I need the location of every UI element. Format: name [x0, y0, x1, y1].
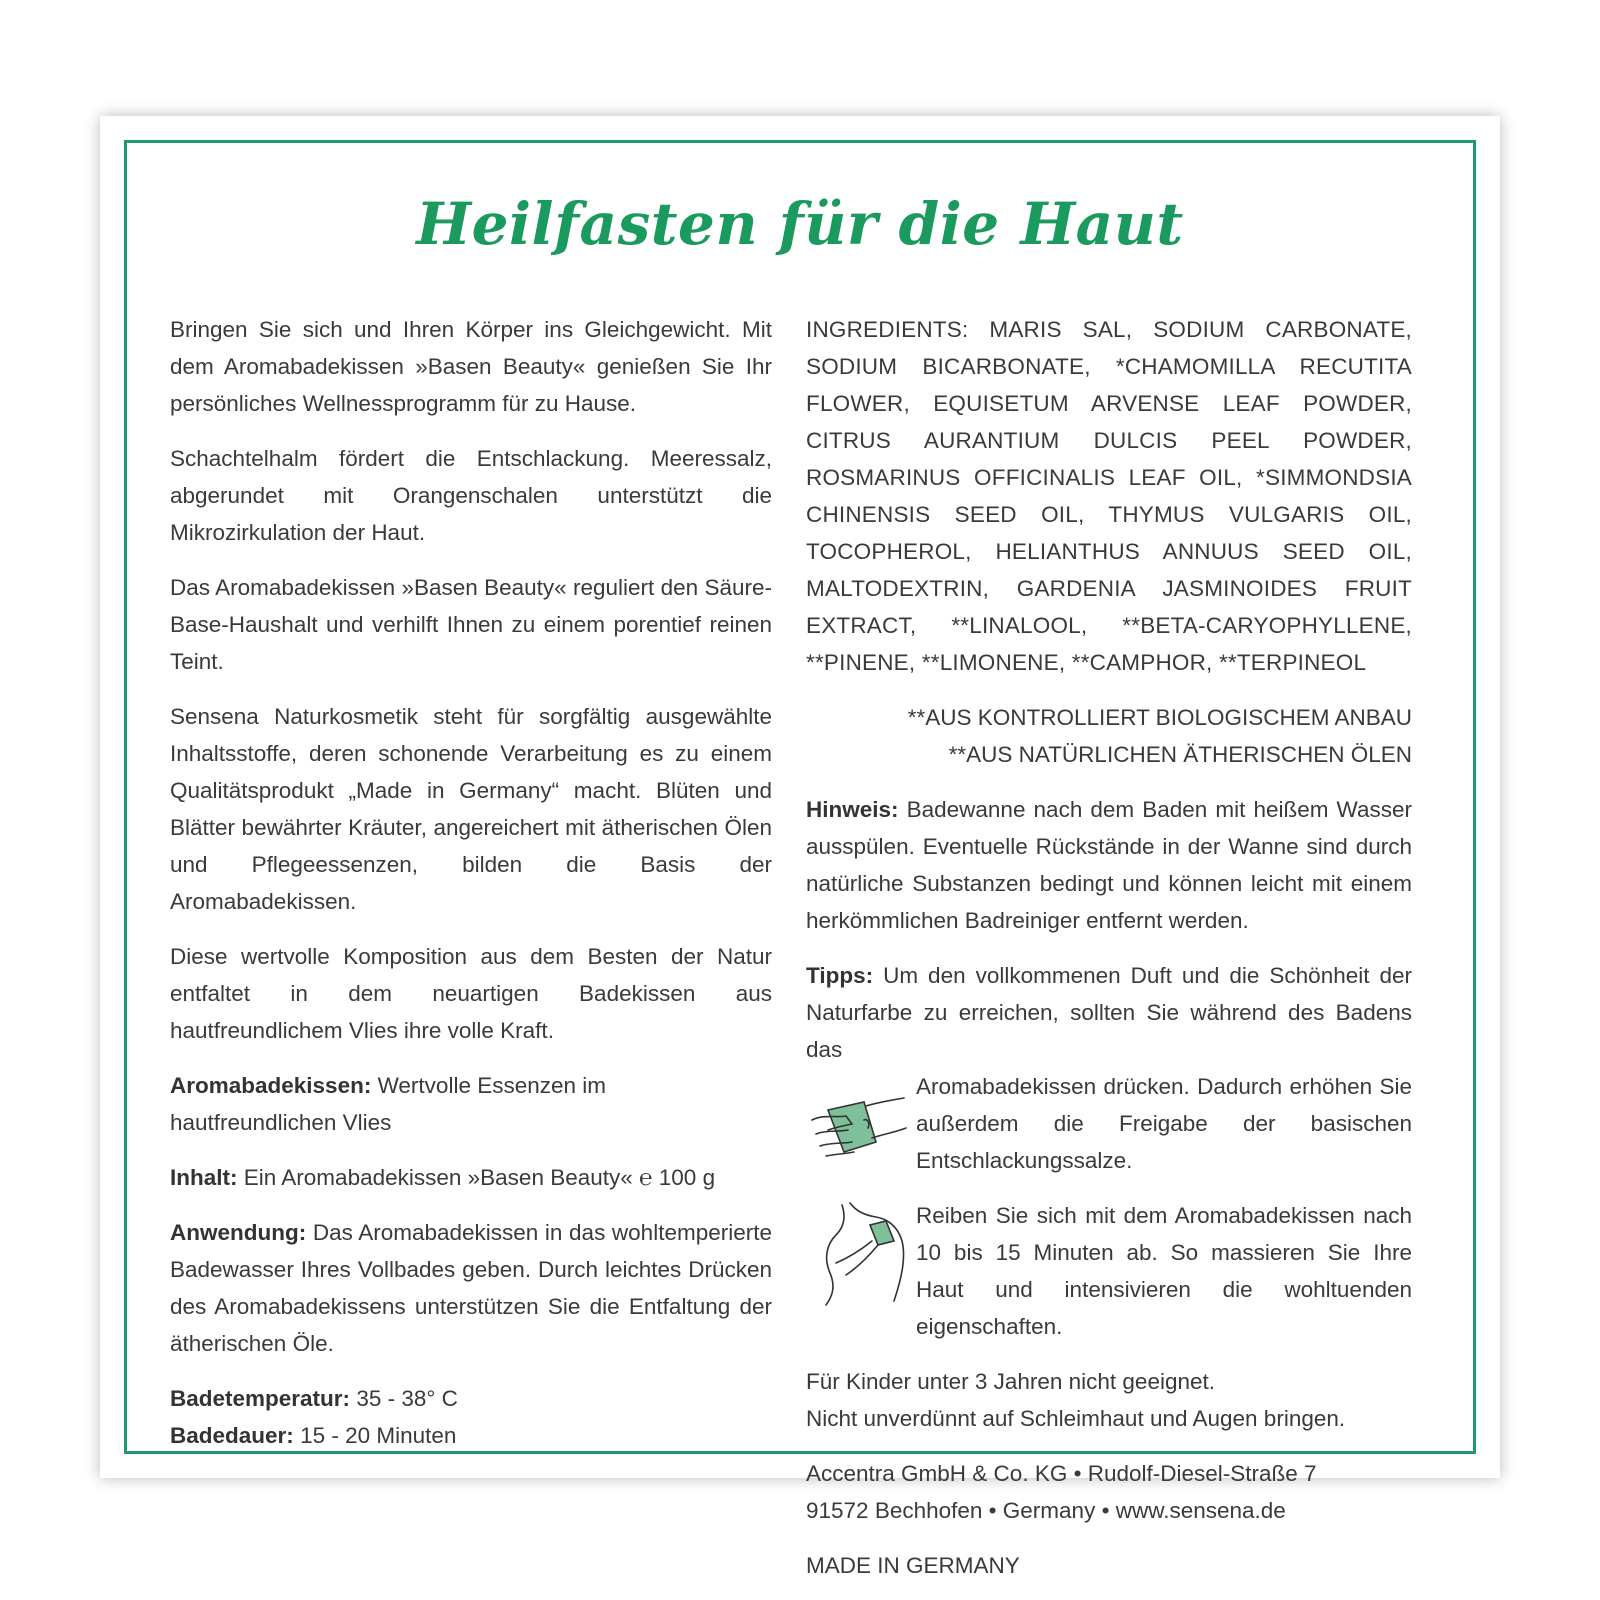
paragraph-sensena: Sensena Naturkosmetik steht für sorgfältig ausgewählte Inhaltsstoffe, deren schonende Verarbeitung es zu einem Qualitätsprodukt „Made in Germany“ macht. Blüten und Blätter bewährter Kräuter, angereichert mit ätherischen Ölen und Pflegeessenzen, bilden die Basis der Aromabadekissen. — [170, 704, 772, 914]
tipps-text-continued: Aromabadekissen drücken. Dadurch erhöhen Sie außerdem die Freigabe der basischen Entschlackungssalze. — [916, 1074, 1412, 1173]
hinweis-info — [806, 791, 1412, 939]
tipps-text: Um den vollkommenen Duft und die Schönheit der Naturfarbe zu erreichen, sollten Sie während des Badens das — [806, 963, 1412, 1062]
person-rubbing-shoulder-icon — [806, 1197, 916, 1307]
tip-rub — [806, 1197, 1412, 1345]
left-column — [170, 311, 772, 1454]
tipps-label: Tipps: — [806, 963, 874, 988]
made-in-germany: MADE IN GERMANY — [806, 1553, 1020, 1578]
footnote-oils: **AUS NATÜRLICHEN ÄTHERISCHEN ÖLEN — [948, 742, 1412, 767]
temp-info — [170, 1380, 772, 1417]
paragraph-komposition: Diese wertvolle Komposition aus dem Besten der Natur entfaltet in dem neuartigen Badekissen aus hautfreundlichem Vlies ihre volle Kraft. — [170, 944, 772, 1043]
address-line-1: Accentra GmbH & Co. KG • Rudolf-Diesel-Straße 7 — [806, 1461, 1317, 1486]
tip-squeeze — [806, 1068, 1412, 1179]
aroma-text: Wertvolle Essenzen im hautfreundlichen Vlies — [170, 1073, 607, 1135]
anwendung-label: Anwendung: — [170, 1220, 307, 1245]
reiben-text: Reiben Sie sich mit dem Aromabadekissen nach 10 bis 15 Minuten ab. So massieren Sie Ihre Haut und intensivieren die wohltuenden eigenschaften. — [916, 1203, 1412, 1339]
aroma-label: Aromabadekissen: — [170, 1073, 372, 1098]
dauer-text: 15 - 20 Minuten — [300, 1423, 457, 1448]
inhalt-label: Inhalt: — [170, 1165, 238, 1190]
temp-label: Badetemperatur: — [170, 1386, 351, 1411]
ingredients-list: INGREDIENTS: MARIS SAL, SODIUM CARBONATE, SODIUM BICARBONATE, *CHAMOMILLA RECUTITA FLOWER, EQUISETUM ARVENSE LEAF POWDER, CITRUS AURANTIUM DULCIS PEEL POWDER, ROSMARINUS OFFICINALIS LEAF OIL, *SIMMONDSIA CHINENSIS SEED OIL, THYMUS VULGARIS OIL, TOCOPHEROL, HELIANTHUS ANNUUS SEED OIL, MALTODEXTRIN, GARDENIA JASMINOIDES FRUIT EXTRACT, **LINALOOL, **BETA-CARYOPHYLLENE, **PINENE, **LIMONENE, **CAMPHOR, **TERPINEOL — [806, 317, 1412, 675]
temp-text: 35 - 38° C — [356, 1386, 458, 1411]
intro-paragraph: Bringen Sie sich und Ihren Körper ins Gleichgewicht. Mit dem Aromabadekissen »Basen Beauty« genießen Sie Ihr persönliches Wellnessprogramm für zu Hause. — [170, 317, 772, 416]
warning-children: Für Kinder unter 3 Jahren nicht geeignet. — [806, 1369, 1215, 1394]
paragraph-saeure-base: Das Aromabadekissen »Basen Beauty« reguliert den Säure-Base-Haushalt und verhilft Ihnen zu einem porentief reinen Teint. — [170, 575, 772, 674]
hinweis-text: Badewanne nach dem Baden mit heißem Wasser ausspülen. Eventuelle Rückstände in der Wanne sind durch natürliche Substanzen bedingt und können leicht mit einem herkömmlichen Badreiniger entfernt werden. — [806, 797, 1412, 933]
anwendung-info — [170, 1214, 772, 1362]
aroma-info — [170, 1067, 772, 1141]
right-column — [806, 311, 1412, 1584]
paragraph-schachtelhalm: Schachtelhalm fördert die Entschlackung. Meeressalz, abgerundet mit Orangenschalen unterstützt die Mikrozirkulation der Haut. — [170, 446, 772, 545]
dauer-info — [170, 1417, 772, 1454]
page-title: Heilfasten für die Haut — [416, 190, 1184, 258]
hinweis-label: Hinweis: — [806, 797, 899, 822]
tipps-info — [806, 957, 1412, 1068]
dauer-label: Badedauer: — [170, 1423, 294, 1448]
warning-mucosa: Nicht unverdünnt auf Schleimhaut und Augen bringen. — [806, 1406, 1346, 1431]
footnote-bio: **AUS KONTROLLIERT BIOLOGISCHEM ANBAU — [907, 705, 1412, 730]
hands-squeezing-pad-icon — [806, 1068, 916, 1178]
inhalt-text: Ein Aromabadekissen »Basen Beauty« ℮ 100 g — [243, 1165, 716, 1190]
address-line-2: 91572 Bechhofen • Germany • www.sensena.de — [806, 1498, 1286, 1523]
anwendung-text: Das Aromabadekissen in das wohltemperierte Badewasser Ihres Vollbades geben. Durch leichtes Drücken des Aromabadekissens unterstützen Sie die Entfaltung der ätherischen Öle. — [170, 1220, 772, 1356]
inhalt-info — [170, 1159, 772, 1196]
label-card — [100, 116, 1500, 1578]
